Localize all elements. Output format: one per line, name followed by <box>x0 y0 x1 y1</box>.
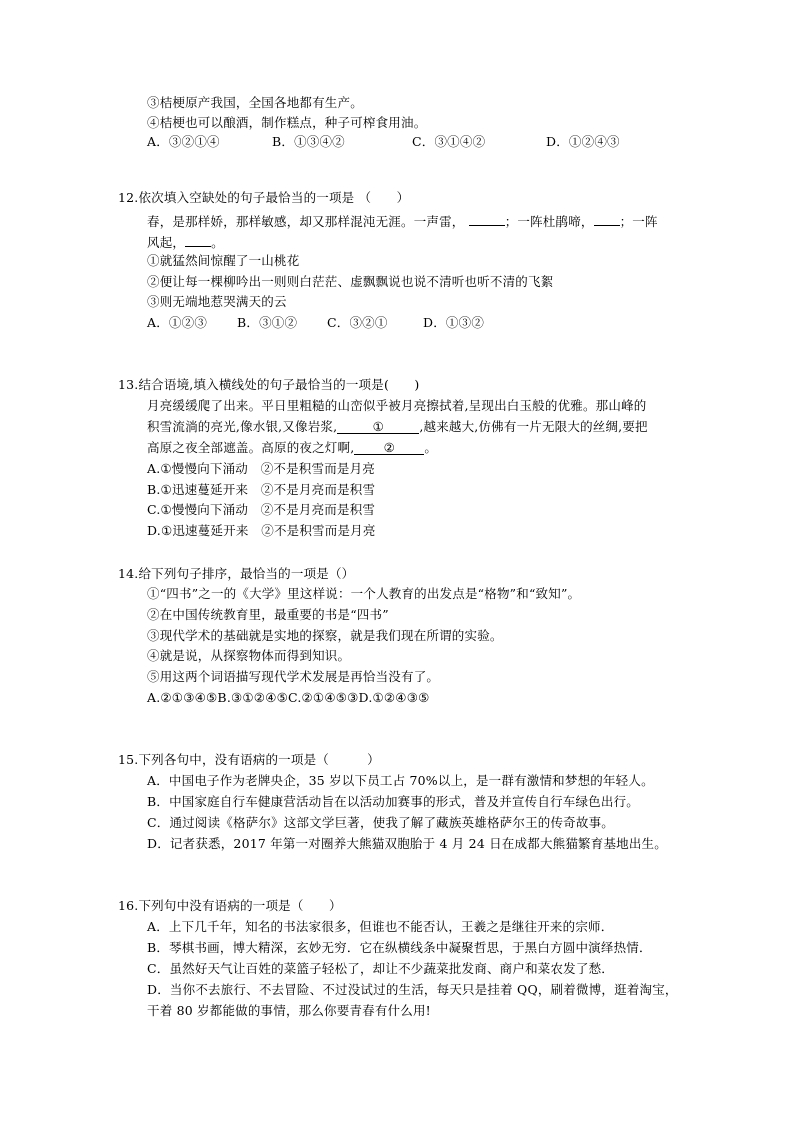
q14-sentence-2: ②在中国传统教育里，最重要的书是“四书” <box>147 607 389 622</box>
q16-option-c[interactable]: C．虽然好天气让百姓的菜篮子轻松了，却让不少蔬菜批发商、商户和菜农发了愁． <box>147 961 614 976</box>
q12-blank-2[interactable] <box>594 211 620 226</box>
q12-passage-line-2 <box>147 232 224 251</box>
q15-option-a[interactable]: A．中国电子作为老牌央企，35 岁以下员工占 70%以上，是一群有激情和梦想的年轻人。 <box>147 773 654 788</box>
q14-sentence-1: ①“四书”之一的《大学》里这样说：一个人教育的出发点是“格物”和“致知”。 <box>147 586 581 601</box>
q15-option-c[interactable]: C．通过阅读《格萨尔》这部文学巨著，使我了解了藏族英雄格萨尔王的传奇故事。 <box>147 815 614 830</box>
q13-passage-text: 高原之夜全部遮盖。高原的夜之灯啊, <box>147 440 355 455</box>
q12-sentence-3: ③则无端地惹哭满天的云 <box>147 294 287 309</box>
q14-sentence-5: ⑤用这两个词语描写现代学术发展是再恰当没有了。 <box>147 669 440 684</box>
q16-stem: 16.下列句中没有语病的一项是（ ） <box>118 898 342 913</box>
q12-blank-1[interactable] <box>469 211 505 226</box>
q11-option-d[interactable]: D．①②④③ <box>546 134 620 149</box>
q14-options[interactable]: A.②①③④⑤B.③①②④⑤C.②①④⑤③D.①②④③⑤ <box>147 690 430 705</box>
q12-passage-text: 。 <box>211 235 224 250</box>
q14-sentence-4: ④就是说，从探察物体而得到知识。 <box>147 648 351 663</box>
q12-stem: 12.依次填入空缺处的句子最恰当的一项是 （ ） <box>118 190 410 205</box>
q13-blank-2[interactable]: ② <box>354 440 424 455</box>
q13-passage-text: 积雪流淌的亮光,像水银,又像岩浆, <box>147 419 338 434</box>
q13-option-a[interactable]: A.①慢慢向下涌动 ②不是积雪而是月亮 <box>147 461 376 476</box>
q11-option-b[interactable]: B．①③④② <box>272 134 345 149</box>
q16-option-d-continued[interactable]: 干着 80 岁都能做的事情，那么你要青春有什么用! <box>147 1003 431 1018</box>
q13-blank-1[interactable]: ① <box>337 419 419 434</box>
q13-passage-line-1: 月亮缓缓爬了出来。平日里粗糙的山峦似乎被月亮擦拭着,呈现出白玉般的优雅。那山峰的 <box>147 398 647 413</box>
q12-option-b[interactable]: B．③①② <box>237 315 298 330</box>
q12-passage-line-1 <box>147 211 658 230</box>
q12-passage-text: 风起， <box>147 235 186 250</box>
q14-sentence-3: ③现代学术的基础就是实地的探察，就是我们现在所谓的实验。 <box>147 628 503 643</box>
q12-passage-text: 春，是那样娇，那样敏感，却又那样混沌无涯。一声雷， <box>147 214 465 229</box>
q16-option-a[interactable]: A．上下几千年，知名的书法家很多，但谁也不能否认，王羲之是继往开来的宗师． <box>147 919 614 934</box>
q11-option-c[interactable]: C．③①④② <box>412 134 486 149</box>
q12-passage-text: ；一阵 <box>619 214 658 229</box>
q12-options <box>147 315 484 331</box>
q13-passage-text: 。 <box>424 440 438 455</box>
q11-options <box>147 134 620 150</box>
q13-passage-text: ,越来越大,仿佛有一片无限大的丝绸,要把 <box>419 419 648 434</box>
q11-sentence-3: ③桔梗原产我国，全国各地都有生产。 <box>147 95 363 110</box>
q13-option-d[interactable]: D.①迅速蔓延开来 ②不是积雪而是月亮 <box>147 523 376 538</box>
q16-option-b[interactable]: B．琴棋书画，博大精深，玄妙无穷．它在纵横线条中凝聚哲思，于黑白方圆中演绎热情． <box>147 940 652 955</box>
q12-option-c[interactable]: C．③②① <box>327 315 388 330</box>
q12-option-d[interactable]: D．①③② <box>423 315 485 330</box>
q11-sentence-4: ④桔梗也可以酿酒，制作糕点，种子可榨食用油。 <box>147 115 427 130</box>
q12-sentence-1: ①就猛然间惊醒了一山桃花 <box>147 253 300 268</box>
q13-passage-line-3 <box>147 440 437 456</box>
q13-passage-line-2 <box>147 419 648 435</box>
q13-option-b[interactable]: B.①迅速蔓延开来 ②不是月亮而是积雪 <box>147 482 376 497</box>
q12-sentence-2: ②便让每一棵柳吟出一则则白茫茫、虚飘飘说也说不清听也听不清的飞絮 <box>147 274 554 289</box>
q13-stem: 13.结合语境,填入横线处的句子最恰当的一项是( ) <box>118 377 420 392</box>
q12-blank-3[interactable] <box>185 232 211 247</box>
q14-stem: 14.给下列句子排序，最恰当的一项是（） <box>118 566 355 581</box>
q13-option-c[interactable]: C.①慢慢向下涌动 ②不是月亮而是积雪 <box>147 502 376 517</box>
q12-passage-text: ；一阵杜鹃啼， <box>504 214 594 229</box>
q12-option-a[interactable]: A．①②③ <box>147 315 208 330</box>
q15-stem: 15.下列各句中，没有语病的一项是（ ） <box>118 752 380 767</box>
q11-option-a[interactable]: A．③②①④ <box>147 134 220 149</box>
q16-option-d[interactable]: D．当你不去旅行、不去冒险、不过没试过的生活，每天只是挂着 QQ，刷着微博，逛着淘宝， <box>147 982 678 997</box>
q15-option-d[interactable]: D．记者获悉，2017 年第一对圈养大熊猫双胞胎于 4 月 24 日在成都大熊猫繁育基地出生。 <box>147 836 667 851</box>
q15-option-b[interactable]: B．中国家庭自行车健康营活动旨在以活动加赛事的形式，普及并宣传自行车绿色出行。 <box>147 794 639 809</box>
